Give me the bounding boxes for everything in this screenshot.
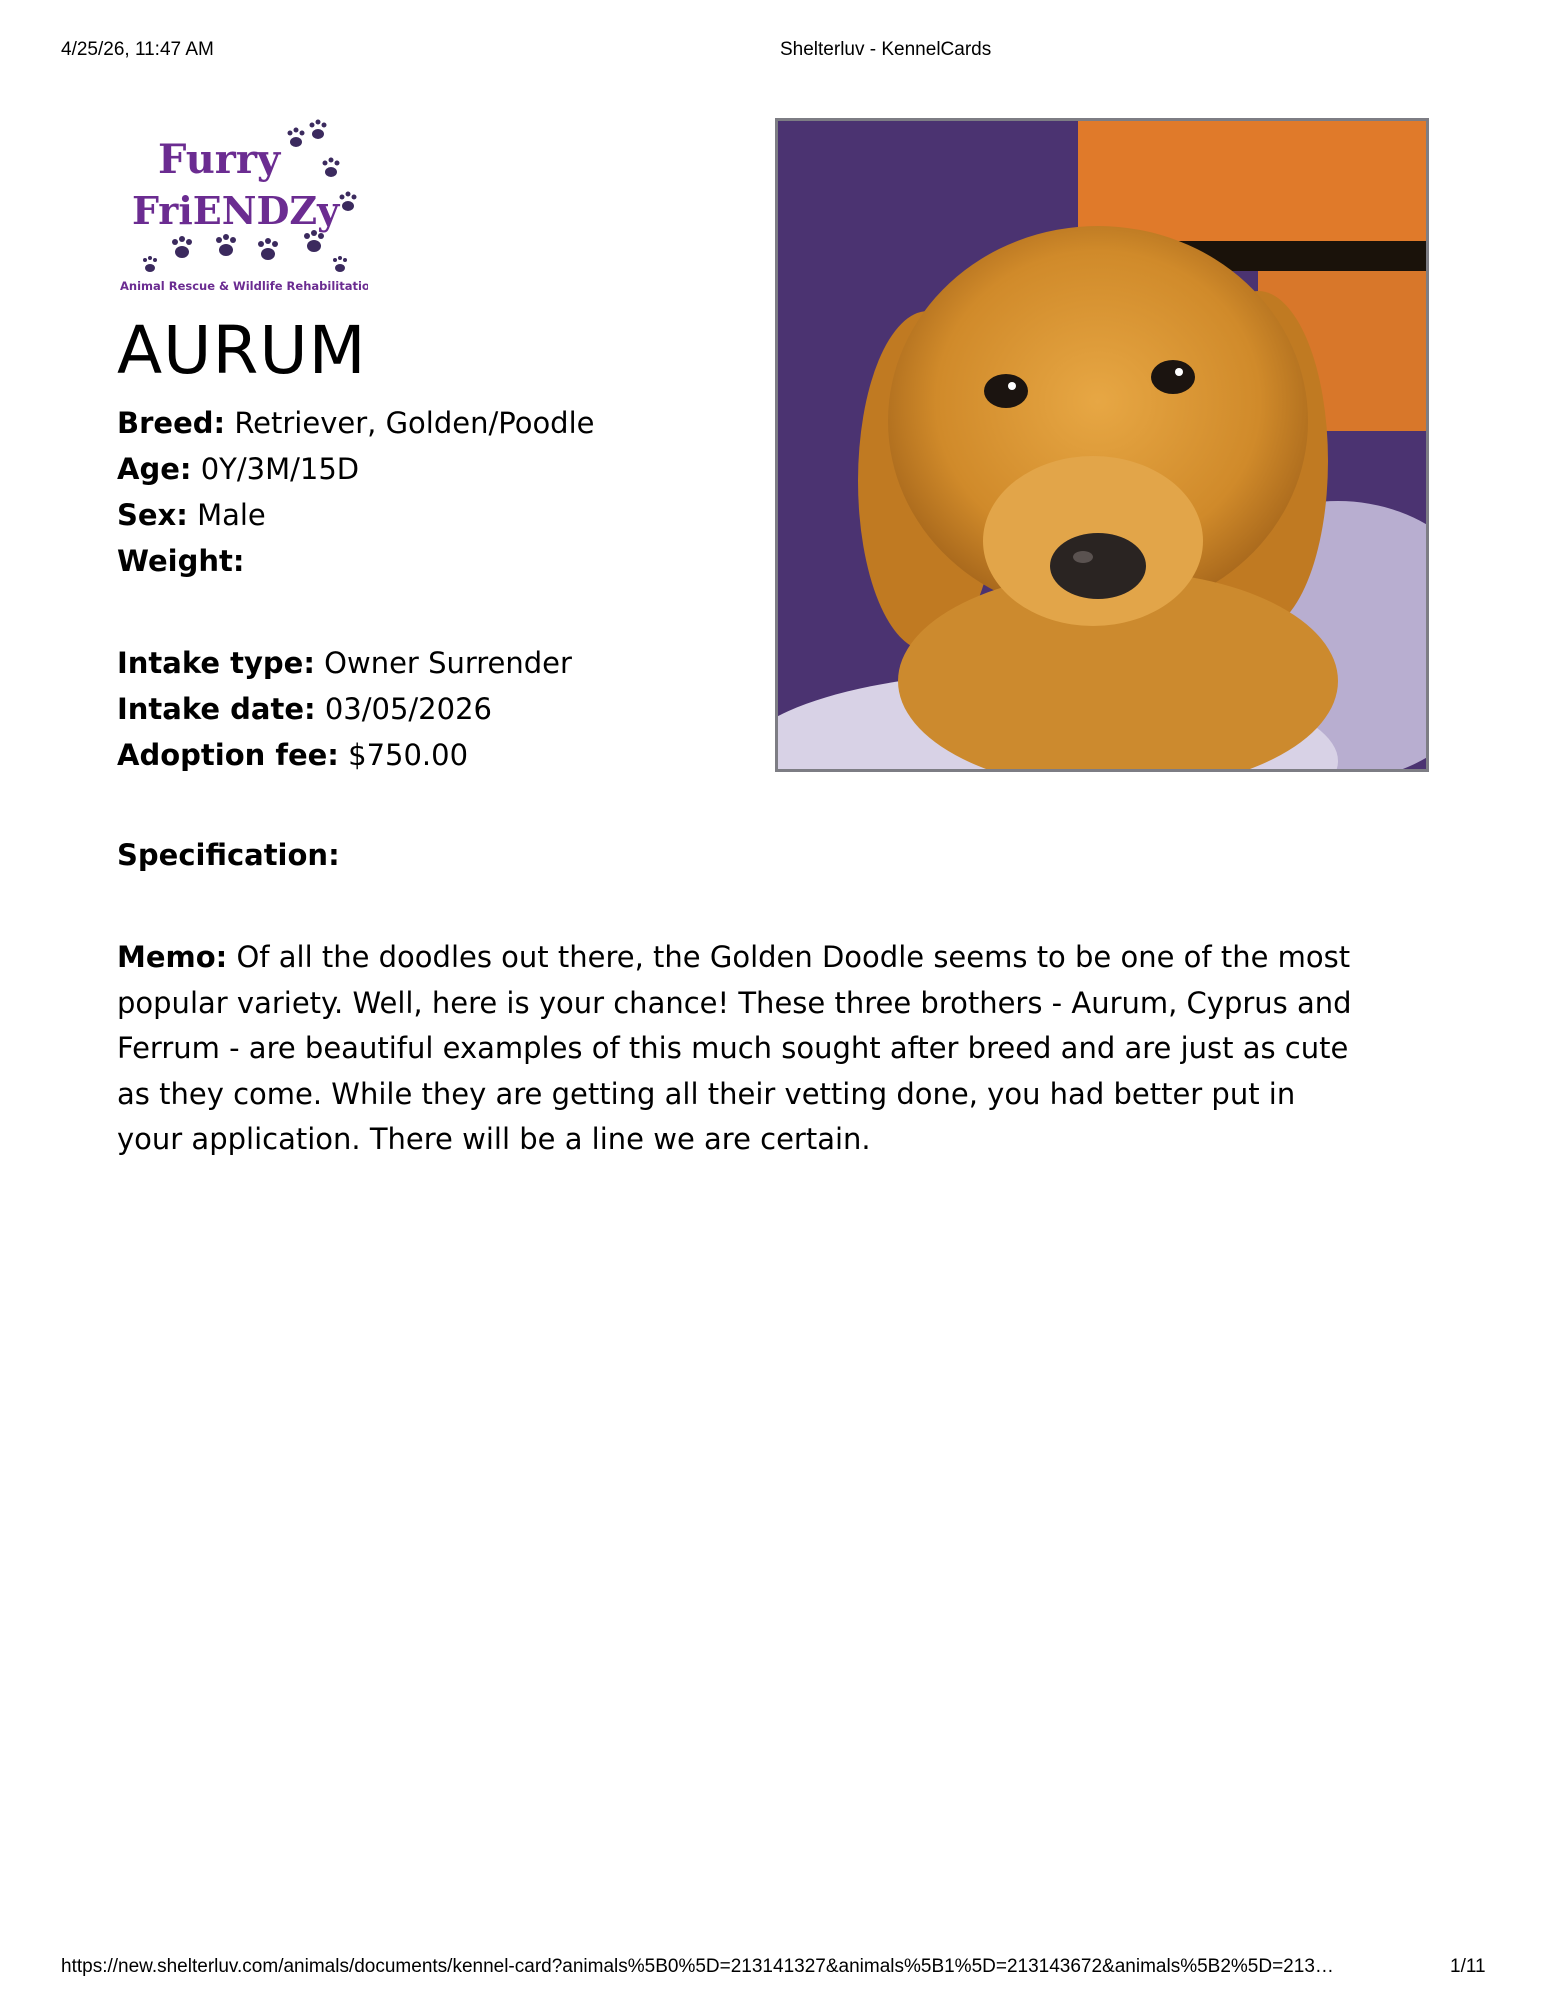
specification-row	[117, 832, 340, 878]
adoption-fee-value: $750.00	[348, 738, 469, 772]
svg-text:Animal Rescue & Wildlife Rehab: Animal Rescue & Wildlife Rehabilitation	[120, 279, 368, 293]
svg-text:Furry: Furry	[158, 136, 281, 183]
print-footer-url: https://new.shelterluv.com/animals/documents/kennel-card?animals%5B0%5D=213141327&animals%5B1%5D=213143672&animals%5B2%5D=213…	[61, 1956, 1334, 1977]
intake-info	[117, 640, 572, 778]
basic-info	[117, 400, 595, 584]
rescue-logo	[118, 118, 368, 293]
intake-type-value: Owner Surrender	[324, 646, 572, 680]
intake-date-label: Intake date:	[117, 692, 316, 726]
sex-value: Male	[197, 498, 266, 532]
intake-type-row	[117, 640, 572, 686]
adoption-fee-row	[117, 732, 572, 778]
memo-label: Memo:	[117, 940, 228, 974]
weight-label: Weight:	[117, 544, 245, 578]
age-label: Age:	[117, 452, 192, 486]
animal-name: AURUM	[117, 312, 367, 389]
print-page-number: 1/11	[1450, 1956, 1486, 1977]
specification-label: Specification:	[117, 838, 340, 872]
sex-row	[117, 492, 595, 538]
sex-label: Sex:	[117, 498, 188, 532]
svg-text:FriENDZy: FriENDZy	[132, 188, 340, 233]
intake-date-row	[117, 686, 572, 732]
intake-type-label: Intake type:	[117, 646, 315, 680]
print-page-title: Shelterluv - KennelCards	[780, 39, 992, 60]
adoption-fee-label: Adoption fee:	[117, 738, 339, 772]
breed-row	[117, 400, 595, 446]
intake-date-value: 03/05/2026	[324, 692, 492, 726]
breed-value: Retriever, Golden/Poodle	[234, 406, 595, 440]
breed-label: Breed:	[117, 406, 226, 440]
memo-text: Of all the doodles out there, the Golden Doodle seems to be one of the most popular variety. Well, here is your chance! These three brothers - Aurum, Cyprus and Ferrum - are beautiful examples of this much sought after breed and are just as cute as they come. While they are getting all their vetting done, you had better put in your application. There will be a line we are certain.	[117, 940, 1352, 1156]
weight-row	[117, 538, 595, 584]
memo	[117, 935, 1367, 1163]
age-row	[117, 446, 595, 492]
age-value: 0Y/3M/15D	[200, 452, 360, 486]
print-datetime: 4/25/26, 11:47 AM	[61, 39, 214, 60]
animal-photo	[775, 118, 1429, 772]
